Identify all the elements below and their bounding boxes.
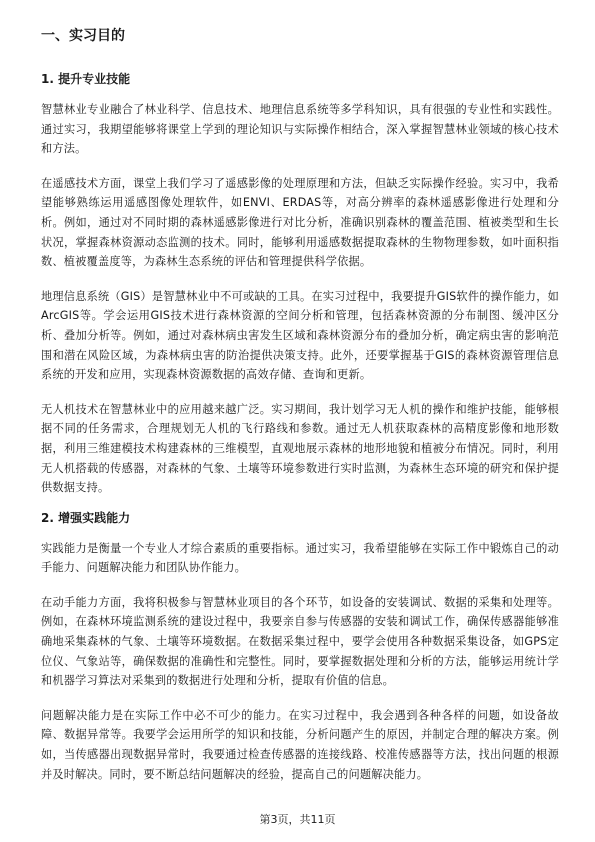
- section-heading: 一、实习目的: [41, 28, 125, 44]
- paragraph: 智慧林业专业融合了林业科学、信息技术、地理信息系统等多学科知识，具有很强的专业性和实践性。通过实习，我期望能够将课堂上学到的理论知识与实际操作相结合，深入掌握智慧林业领域的核心技术和方法。: [41, 103, 559, 156]
- paragraph: 在遥感技术方面，课堂上我们学习了遥感影像的处理原理和方法，但缺乏实际操作经验。实习中，我希望能够熟练运用遥感图像处理软件，如ENVI、ERDAS等，对高分辨率的森林遥感影像进行处理和分析。例如，通过对不同时期的森林遥感影像进行对比分析，准确识别森林的覆盖范围、植被类型和生长状况，掌握森林资源动态监测的技术。同时，能够利用遥感数据提取森林的生物物理参数，如叶面积指数、植被覆盖度等，为森林生态系统的评估和管理提供科学依据。: [41, 176, 559, 269]
- paragraph: 地理信息系统（GIS）是智慧林业中不可或缺的工具。在实习过程中，我要提升GIS软件的操作能力，如ArcGIS等。学会运用GIS技术进行森林资源的空间分析和管理，包括森林资源的分布制图、缓冲区分析、叠加分析等。例如，通过对森林病虫害发生区域和森林资源分布的叠加分析，确定病虫害的影响范围和潜在风险区域，为森林病虫害的防治提供决策支持。此外，还要掌握基于GIS的森林资源管理信息系统的开发和应用，实现森林资源数据的高效存储、查询和更新。: [41, 289, 559, 382]
- paragraph: 问题解决能力是在实际工作中必不可少的能力。在实习过程中，我会遇到各种各样的问题，如设备故障、数据异常等。我要学会运用所学的知识和技能，分析问题产生的原因，并制定合理的解决方案。例如，当传感器出现数据异常时，我要通过检查传感器的连接线路、校准传感器等方法，找出问题的根源并及时解决。同时，要不断总结问题解决的经验，提高自己的问题解决能力。: [41, 708, 559, 781]
- page-content: [41, 26, 559, 799]
- subsection-title-1: 1. 提升专业技能: [41, 72, 131, 86]
- paragraph: 实践能力是衡量一个专业人才综合素质的重要指标。通过实习，我希望能够在实际工作中锻炼自己的动手能力、问题解决能力和团队协作能力。: [41, 541, 559, 575]
- paragraph: 无人机技术在智慧林业中的应用越来越广泛。实习期间，我计划学习无人机的操作和维护技能，能够根据不同的任务需求，合理规划无人机的飞行路线和参数。通过无人机获取森林的高精度影像和地形数据，利用三维建模技术构建森林的三维模型，直观地展示森林的地形地貌和植被分布情况。同时，利用无人机搭载的传感器，对森林的气象、土壤等环境参数进行实时监测，为森林生态环境的研究和保护提供数据支持。: [41, 402, 559, 495]
- subsection-title-2: 2. 增强实践能力: [41, 510, 131, 525]
- paragraph: 在动手能力方面，我将积极参与智慧林业项目的各个环节，如设备的安装调试、数据的采集和处理等。例如，在森林环境监测系统的建设过程中，我要亲自参与传感器的安装和调试工作，确保传感器能够准确地采集森林的气象、土壤等环境数据。在数据采集过程中，要学会使用各种数据采集设备，如GPS定位仪、气象站等，确保数据的准确性和完整性。同时，要掌握数据处理和分析的方法，能够运用统计学和机器学习算法对采集到的数据进行处理和分析，提取有价值的信息。: [41, 595, 559, 688]
- page-number-footer: 第3页，共11页: [259, 813, 336, 826]
